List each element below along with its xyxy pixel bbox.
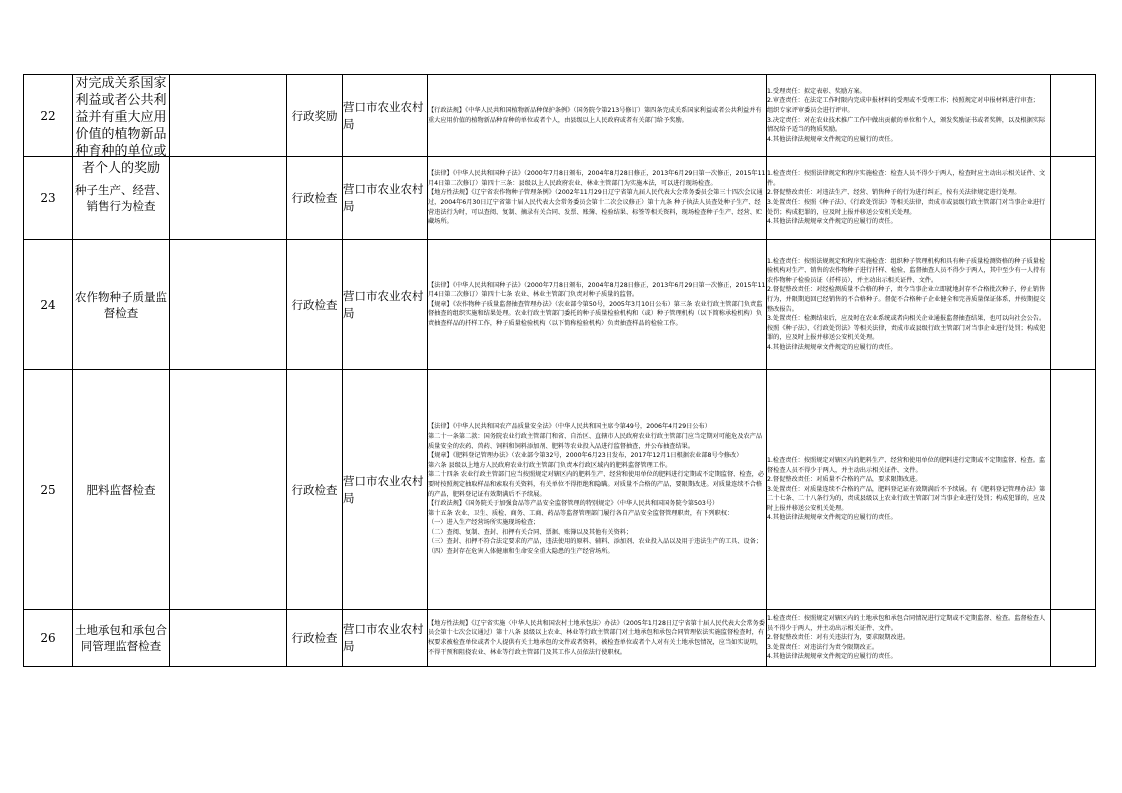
responsibility-item: 4.其他法律法规规章文件规定的应履行的责任。 [767,514,897,522]
legal-basis-paragraph: 第六条 县级以上地方人民政府农业行政主管部门负责本行政区域内的肥料监督管理工作。 [428,461,672,469]
remarks-cell [1051,157,1096,240]
responsible-department: 营口市农业农村局 [343,370,428,610]
responsibility-item: 1.受理责任：拟定表彰、奖励方案。 [767,87,866,95]
remarks-cell [1051,240,1096,370]
legal-basis-paragraph: 第十五条 农业、卫生、质检、商务、工商、药品等监督管理部门履行各自产品安全监督管理职责，有下列职权： [428,509,734,517]
legal-basis-paragraph: （三）查封、扣押不符合法定要求的产品，违法使用的原料、辅料、添加剂、农业投入品以及用于违法生产的工具、设备； [428,538,763,546]
table-row [24,157,1096,240]
responsibility-item: 1.检查责任：按照规定对辖区内的肥料生产、经营和使用单位的肥料进行定期或不定期监督、检查。监督检查人员不得少于两人，并主动出示相关证件、文件。 [767,456,1046,474]
table-row [24,610,1096,667]
responsibility-item: 4.其他法律法规规章文件规定的应履行的责任。 [767,135,897,143]
legal-basis-paragraph: 【法律】《中华人民共和国农产品质量安全法》（中华人民共和国主席令第49号，2006年4月29日公布） [428,423,711,431]
responsible-department: 营口市农业农村局 [343,610,428,667]
table-row [24,240,1096,370]
responsibility-items [767,157,1051,240]
responsibility-items [767,75,1051,157]
responsibility-item: 1.检查责任：按照规定对辖区内的土地承包和承包合同情况进行定期或不定期监督、检查。监督检查人员不得少于两人，并主动出示相关证件、文件。 [767,615,1046,632]
responsibility-item: 1.检查责任：按照法规规定和程序实施检查：组织种子管理机构和具有种子质量检测资格的种子质量检验机构对生产、销售的农作物种子进行扦样、检验，监督抽查人员不得少于两人，其中至少有一人持有农作物种子检验员证（扦样员），并主动出示相关证件、文件。 [767,257,1046,284]
responsibility-item: 4.其他法律法规规章文件规定的应履行的责任。 [767,218,897,226]
legal-basis [428,370,767,610]
responsibility-item: 4.其他法律法规规章文件规定的应履行的责任。 [767,343,897,351]
legal-basis [428,610,767,667]
item-name-text: 对完成关系国家利益或者公共利益并有重大应用价值的植物新品种育种的单位或者个人的奖励 [75,76,167,176]
legal-basis-paragraph: 【法律】《中华人民共和国种子法》（2000年7月8日颁布，2004年8月28日修正，2013年6月29日第一次修正，2015年11月4日第二次修订）第四十三条：县级以上人民政府农业、林业主管部门为实施本法，可以进行现场检查。 [428,170,766,187]
responsibility-item: 3.决定责任：对在农业技术推广工作中做出贡献的单位和个人，颁发奖励证书或者奖牌，以及根据实际情况给予适当的物质奖励。 [767,116,1046,134]
legal-basis-paragraph: 【行政法规】《中华人民共和国植物新品种保护条例》（国务院令第213号修订）第四条完成关系国家利益或者公共利益并有重大应用价值的植物新品种育种的单位或者个人，由县级以上人民政府或者有关部门给予奖励。 [428,106,762,124]
item-name: 种子生产、经营、销售行为检查 [73,157,170,240]
legal-basis-paragraph: 第二十四条 农业行政主管部门应当按照规定对辖区内的肥料生产、经营和使用单位的肥料进行定期或不定期监督、检查，必要时按照规定抽取样品和索取有关资料，有关单位不得拒绝和隐瞒。对质量不合格的产品，要限期改进。对质量连续不合格的产品，肥料登记证有效期满后不予续展。 [428,471,765,498]
sub-item-cell [170,240,287,370]
row-number: 23 [24,157,73,240]
remarks-cell [1051,75,1096,157]
responsibility-item: 2.督促整改责任：对经检测质量不合格的种子，责令当事企业立即就地封存不合格批次种子，停止销售行为，并限期追回已经销售的不合格种子。督促不合格种子企业健全和完善质量保证体系，并按期提交整改报告。 [767,286,1046,313]
item-name: 土地承包和承包合同管理监督检查 [73,610,170,667]
power-category: 行政检查 [287,240,343,370]
legal-basis-paragraph: 【法律】《中华人民共和国种子法》（2000年7月8日颁布，2004年8月28日修正，2013年6月29日第一次修正，2015年11月4日第二次修订）第四十七条 农业、林业主管部门负责对种子质量的监督。 [428,281,766,299]
responsibility-item: 3.处置责任：对违法行为责令限期改正。 [767,643,879,651]
item-name: 农作物种子质量监督检查 [73,240,170,370]
responsibility-item: 2.督促整改责任：对质量不合格的产品，要求限期改进。 [767,476,922,484]
legal-basis [428,240,767,370]
legal-basis-paragraph: 【规章】《肥料登记管理办法》（农业部令第32号，2000年6月23日发布，2017年12月1日根据农业部8号令修改） [428,452,743,460]
responsibility-item: 2.审查责任：在法定工作时限内完成申报材料的受理或不受理工作；按照规定对申报材料进行审查； [767,97,1039,105]
legal-basis-paragraph: 【地方性法规】《辽宁省农作物种子管理条例》（2002年11月29日辽宁省第九届人民代表大会常务委员会第三十四次会议通过，2004年6月30日辽宁省第十届人民代表大会常务委员会第十二次会议修正）第十九条 种子执法人员查处种子生产、经营违法行为时，可以查阅、复制、摘录有关合同、发票、账簿、检验结果、标签等相关资料，现场检查种子生产、经营、贮藏场所。 [428,189,763,226]
power-list-table [23,74,1096,667]
responsibility-item: 4.其他法律法规规章文件规定的应履行的责任。 [767,653,897,661]
power-category: 行政检查 [287,157,343,240]
legal-basis-paragraph: （一）进入生产经营场所实施现场检查； [428,519,540,527]
legal-basis [428,157,767,240]
responsibility-items [767,370,1051,610]
power-category: 行政奖励 [287,75,343,157]
responsibility-item: 组织专家评审委员会进行评审。 [767,106,854,114]
responsibility-item: 3.处置责任：检测结束后，应及时在农业系统或者向相关企业通报监督抽查结果，也可以向社会公告。按照《种子法》、《行政处罚法》等相关法律，责成市或县级行政主管部门对当事企业进行处罚；构成犯罪的，应及时上报并移送公安机关处理。 [767,315,1046,342]
responsibility-items [767,610,1051,667]
remarks-cell [1051,610,1096,667]
responsible-department: 营口市农业农村局 [343,240,428,370]
legal-basis-paragraph: （四）查封存在危害人体健康和生命安全重大隐患的生产经营场所。 [428,548,614,556]
row-number: 22 [24,75,73,157]
responsibility-item: 3.处置责任：对质量连续不合格的产品，肥料登记证有效期满后不予续展。有《肥料登记管理办法》第二十七条、二十八条行为的，责成县级以上农业行政主管部门对当事企业进行处罚；构成犯罪的，应及时上报并移送公安机关处理。 [767,485,1046,512]
item-name: 肥料监督检查 [73,370,170,610]
responsible-department: 营口市农业农村局 [343,75,428,157]
responsibility-item: 2.督促整改责任：对违法生产、经营、销售种子的行为进行纠正，按有关法律规定进行处理。 [767,189,1021,197]
row-number: 24 [24,240,73,370]
table-row [24,75,1096,157]
power-category: 行政检查 [287,610,343,667]
legal-basis-paragraph: 【规章】《农作物种子质量监督抽查管理办法》（农业部令第50号，2005年3月10日公布）第三条 农业行政主管部门负责监督抽查的组织实施和结果处理。农业行政主管部门委托的种子质量检验机构和（或）种子管理机构（以下简称承检机构）负责抽查样品的扦样工作，种子质量检验机构（以下简称检验机构）负责抽查样品的检验工作。 [428,300,763,327]
row-number: 26 [24,610,73,667]
item-name [73,75,170,176]
responsibility-item: 1.检查责任：按照法律规定和程序实施检查：检查人员不得少于两人，检查时应主动出示相关证件、文件。 [767,170,1046,187]
sub-item-cell [170,610,287,667]
row-number: 25 [24,370,73,610]
legal-basis-paragraph: 【地方性法规】《辽宁省实施〈中华人民共和国农村土地承包法〉办法》（2005年1月28日辽宁省第十届人民代表大会常务委员会第十七次会议通过）第十八条 县级以上农业、林业等行政主管部门对土地承包和承包合同管理依法实施监督检查时，有权要求被检查单位或者个人提供有关土地承包的文件或者资料，被检查单位或者个人对有关土地承包情况，应当如实说明，不得干预和阻挠农业、林业等行政主管部门及其工作人员依法行使职权。 [428,619,765,656]
power-category: 行政检查 [287,370,343,610]
responsibility-item: 2.督促整改责任：对有关违法行为，要求限期改进。 [767,634,910,642]
legal-basis [428,75,767,157]
responsibility-item: 3.处置责任：按照《种子法》、《行政处罚法》等相关法律，责成市或县级行政主管部门对当事企业进行处罚；构成犯罪的，应及时上报并移送公安机关处理。 [767,199,1046,216]
legal-basis-paragraph: 第二十一条第二款：国务院农业行政主管部门和省、自治区、直辖市人民政府农业行政主管部门应当定期对可能危及农产品质量安全的农药、兽药、饲料和饲料添加剂、肥料等农业投入品进行监督抽查，并公布抽查结果。 [428,432,763,450]
sub-item-cell [170,75,287,157]
sub-item-cell [170,370,287,610]
legal-basis-paragraph: （二）查阅、复制、查封、扣押有关合同、票据、账簿以及其他有关资料； [428,528,633,536]
responsible-department: 营口市农业农村局 [343,157,428,240]
sub-item-cell [170,157,287,240]
legal-basis-paragraph: 【行政法规】《国务院关于加强食品等产品安全监督管理的特别规定》（中华人民共和国国务院令第503号） [428,500,719,508]
table-row [24,370,1096,610]
remarks-cell [1051,370,1096,610]
responsibility-items [767,240,1051,370]
